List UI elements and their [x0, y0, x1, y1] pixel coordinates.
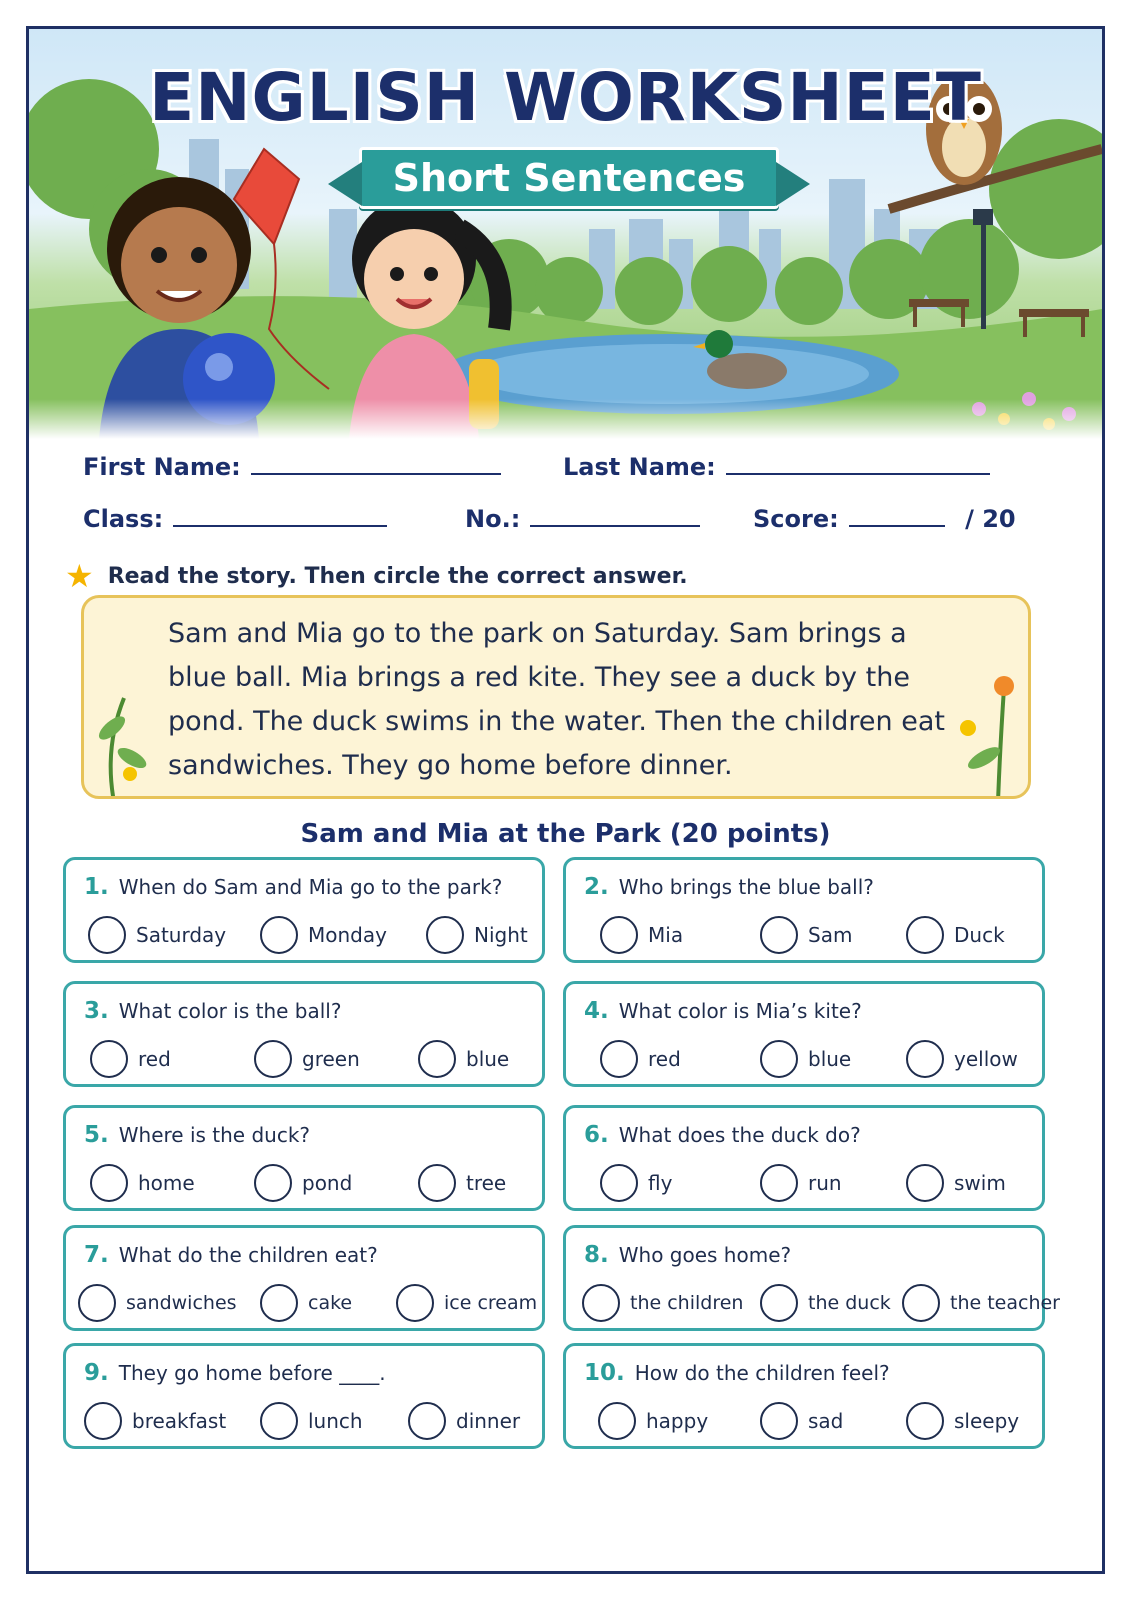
- answer-option[interactable]: [426, 916, 528, 954]
- last-name-field[interactable]: [726, 453, 990, 475]
- last-name-label: Last Name:: [563, 453, 716, 481]
- answer-option[interactable]: [78, 1284, 237, 1322]
- score-field[interactable]: [849, 505, 945, 527]
- answer-option[interactable]: [760, 1164, 842, 1202]
- question-9-text: [84, 1360, 386, 1386]
- answer-option[interactable]: [90, 1164, 195, 1202]
- answer-circle-icon[interactable]: [906, 1040, 944, 1078]
- question-card-9: [63, 1343, 545, 1449]
- answer-circle-icon[interactable]: [600, 916, 638, 954]
- subtitle-ribbon: [359, 147, 779, 209]
- question-1-text: [84, 874, 502, 900]
- option-label: run: [808, 1171, 842, 1195]
- answer-circle-icon[interactable]: [90, 1164, 128, 1202]
- option-label: Monday: [308, 923, 387, 947]
- question-10-text: [584, 1360, 890, 1386]
- option-label: pond: [302, 1171, 353, 1195]
- answer-option[interactable]: [84, 1402, 226, 1440]
- question-card-10: [563, 1343, 1045, 1449]
- question-text: What color is Mia’s kite?: [618, 999, 862, 1023]
- question-number: 1.: [84, 874, 109, 900]
- question-text: What color is the ball?: [118, 999, 342, 1023]
- answer-option[interactable]: [906, 916, 1005, 954]
- number-field[interactable]: [530, 505, 700, 527]
- answer-option[interactable]: [760, 1040, 851, 1078]
- answer-circle-icon[interactable]: [254, 1040, 292, 1078]
- question-number: 8.: [584, 1242, 609, 1268]
- answer-circle-icon[interactable]: [600, 1164, 638, 1202]
- score-total: / 20: [965, 505, 1016, 533]
- answer-circle-icon[interactable]: [396, 1284, 434, 1322]
- star-icon: ★: [65, 557, 94, 595]
- answer-circle-icon[interactable]: [760, 1402, 798, 1440]
- story-box: [81, 595, 1031, 799]
- left-plant-decoration: [84, 598, 164, 799]
- answer-option[interactable]: [600, 1164, 672, 1202]
- worksheet-subtitle: Short Sentences: [392, 156, 746, 200]
- option-label: Duck: [954, 923, 1005, 947]
- answer-option[interactable]: [254, 1040, 360, 1078]
- question-text: When do Sam and Mia go to the park?: [118, 875, 503, 899]
- option-label: sad: [808, 1409, 844, 1433]
- question-number: 7.: [84, 1242, 109, 1268]
- answer-option[interactable]: [760, 1402, 843, 1440]
- question-card-7: [63, 1225, 545, 1331]
- option-label: the children: [630, 1292, 744, 1314]
- first-name-field[interactable]: [251, 453, 501, 475]
- answer-circle-icon[interactable]: [760, 1164, 798, 1202]
- answer-option[interactable]: [600, 1040, 681, 1078]
- answer-option[interactable]: [396, 1284, 537, 1322]
- header-banner: [29, 29, 1102, 439]
- option-label: tree: [466, 1171, 507, 1195]
- question-text: Where is the duck?: [118, 1123, 311, 1147]
- class-field[interactable]: [173, 505, 387, 527]
- answer-option[interactable]: [260, 916, 387, 954]
- answer-circle-icon[interactable]: [254, 1164, 292, 1202]
- answer-circle-icon[interactable]: [78, 1284, 116, 1322]
- answer-circle-icon[interactable]: [418, 1164, 456, 1202]
- answer-circle-icon[interactable]: [906, 1402, 944, 1440]
- answer-circle-icon[interactable]: [582, 1284, 620, 1322]
- question-7-text: [84, 1242, 378, 1268]
- option-label: blue: [466, 1047, 510, 1071]
- answer-circle-icon[interactable]: [906, 916, 944, 954]
- option-label: home: [138, 1171, 195, 1195]
- option-label: fly: [648, 1171, 673, 1195]
- answer-circle-icon[interactable]: [84, 1402, 122, 1440]
- answer-option[interactable]: [418, 1164, 506, 1202]
- number-row: [465, 505, 700, 533]
- question-2-text: [584, 874, 874, 900]
- question-number: 9.: [84, 1360, 109, 1386]
- question-8-text: [584, 1242, 791, 1268]
- score-row: [753, 505, 1016, 533]
- question-text: They go home before ____.: [118, 1361, 386, 1385]
- answer-option[interactable]: [88, 916, 226, 954]
- option-label: red: [138, 1047, 171, 1071]
- question-number: 2.: [584, 874, 609, 900]
- question-number: 5.: [84, 1122, 109, 1148]
- answer-circle-icon[interactable]: [600, 1040, 638, 1078]
- answer-option[interactable]: [254, 1164, 352, 1202]
- instruction-text: Read the story. Then circle the correct answer.: [107, 564, 688, 589]
- class-label: Class:: [83, 505, 164, 533]
- option-label: blue: [808, 1047, 852, 1071]
- answer-circle-icon[interactable]: [260, 1402, 298, 1440]
- first-name-label: First Name:: [83, 453, 241, 481]
- question-card-2: [563, 857, 1045, 963]
- number-label: No.:: [465, 505, 521, 533]
- answer-circle-icon[interactable]: [760, 1040, 798, 1078]
- answer-option[interactable]: [582, 1284, 743, 1322]
- answer-circle-icon[interactable]: [760, 916, 798, 954]
- question-number: 4.: [584, 998, 609, 1024]
- question-number: 3.: [84, 998, 109, 1024]
- question-5-text: [84, 1122, 310, 1148]
- option-label: Night: [474, 923, 528, 947]
- answer-circle-icon[interactable]: [418, 1040, 456, 1078]
- option-label: the duck: [808, 1292, 891, 1314]
- first-name-row: [83, 453, 501, 481]
- answer-circle-icon[interactable]: [906, 1164, 944, 1202]
- option-label: sandwiches: [126, 1292, 237, 1314]
- question-card-3: [63, 981, 545, 1087]
- question-card-1: [63, 857, 545, 963]
- question-text: Who brings the blue ball?: [618, 875, 874, 899]
- class-row: [83, 505, 387, 533]
- story-text: Sam and Mia go to the park on Saturday. Sam brings a blue ball. Mia brings a red kite. They see a duck by the pond. The duck swims in the water. Then the children eat sandwiches. They go home before dinner.: [168, 618, 945, 781]
- option-label: red: [648, 1047, 681, 1071]
- question-card-6: [563, 1105, 1045, 1211]
- option-label: Saturday: [136, 923, 227, 947]
- answer-option[interactable]: [418, 1040, 509, 1078]
- question-number: 10.: [584, 1360, 625, 1386]
- answer-circle-icon[interactable]: [902, 1284, 940, 1322]
- answer-option[interactable]: [906, 1402, 1019, 1440]
- worksheet-title: ENGLISH WORKSHEET: [149, 59, 982, 136]
- answer-option[interactable]: [760, 916, 852, 954]
- answer-option[interactable]: [906, 1040, 1018, 1078]
- answer-circle-icon[interactable]: [598, 1402, 636, 1440]
- answer-circle-icon[interactable]: [260, 916, 298, 954]
- answer-circle-icon[interactable]: [760, 1284, 798, 1322]
- option-label: yellow: [954, 1047, 1018, 1071]
- option-label: Sam: [808, 923, 853, 947]
- option-label: ice cream: [444, 1292, 538, 1314]
- option-label: swim: [954, 1171, 1006, 1195]
- question-card-4: [563, 981, 1045, 1087]
- option-label: breakfast: [132, 1409, 227, 1433]
- answer-option[interactable]: [260, 1402, 363, 1440]
- answer-option[interactable]: [90, 1040, 171, 1078]
- answer-option[interactable]: [408, 1402, 520, 1440]
- answer-circle-icon[interactable]: [408, 1402, 446, 1440]
- option-label: green: [302, 1047, 360, 1071]
- instruction-row: [65, 557, 688, 595]
- question-card-5: [63, 1105, 545, 1211]
- answer-option[interactable]: [902, 1284, 1060, 1322]
- question-text: Who goes home?: [618, 1243, 792, 1267]
- option-label: the teacher: [950, 1292, 1060, 1314]
- option-label: Mia: [648, 923, 684, 947]
- worksheet-frame: [26, 26, 1105, 1574]
- answer-circle-icon[interactable]: [90, 1040, 128, 1078]
- option-label: dinner: [456, 1409, 521, 1433]
- answer-option[interactable]: [760, 1284, 891, 1322]
- question-number: 6.: [584, 1122, 609, 1148]
- answer-option[interactable]: [598, 1402, 708, 1440]
- question-6-text: [584, 1122, 861, 1148]
- question-card-8: [563, 1225, 1060, 1331]
- question-3-text: [84, 998, 341, 1024]
- question-text: What does the duck do?: [618, 1123, 861, 1147]
- option-label: sleepy: [954, 1409, 1020, 1433]
- question-4-text: [584, 998, 862, 1024]
- question-text: What do the children eat?: [118, 1243, 378, 1267]
- answer-circle-icon[interactable]: [88, 916, 126, 954]
- answer-circle-icon[interactable]: [260, 1284, 298, 1322]
- option-label: happy: [646, 1409, 709, 1433]
- right-plant-decoration: [928, 598, 1028, 799]
- answer-option[interactable]: [600, 916, 683, 954]
- last-name-row: [563, 453, 990, 481]
- quiz-title: Sam and Mia at the Park (20 points): [300, 819, 831, 849]
- score-label: Score:: [753, 505, 839, 533]
- question-text: How do the children feel?: [634, 1361, 890, 1385]
- answer-circle-icon[interactable]: [426, 916, 464, 954]
- option-label: lunch: [308, 1409, 363, 1433]
- option-label: cake: [308, 1292, 353, 1314]
- answer-option[interactable]: [906, 1164, 1006, 1202]
- answer-option[interactable]: [260, 1284, 352, 1322]
